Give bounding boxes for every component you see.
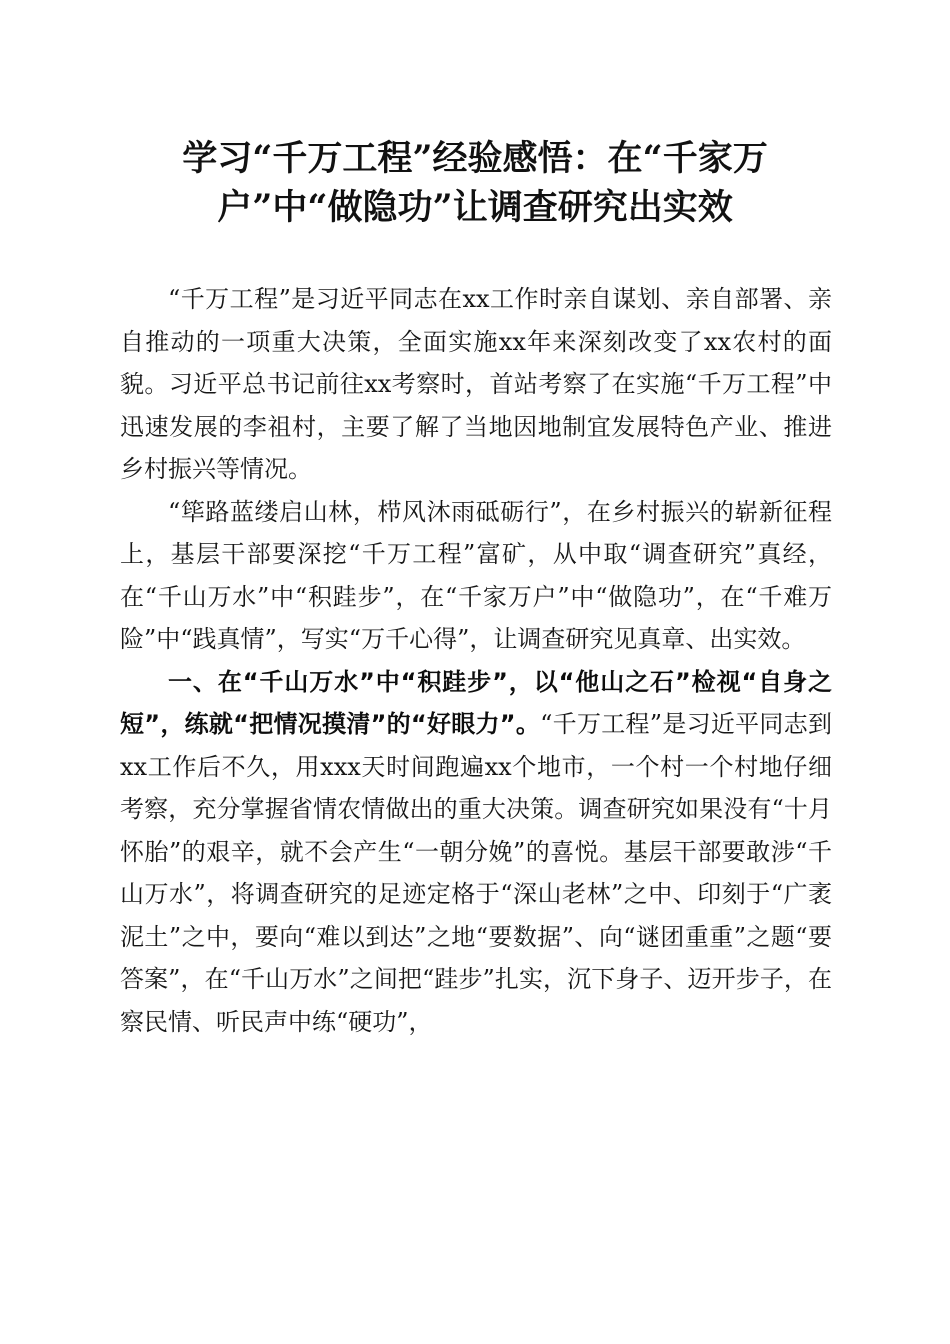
section-one-heading: 一、在“千山万水”中“积跬步”，以“他山之石”检视“自身之短”，练就“把情况摸清”的“好眼力”。 (120, 667, 832, 738)
intro-paragraph (120, 278, 832, 491)
theme-paragraph-text: “筚路蓝缕启山林，栉风沐雨砥砺行”，在乡村振兴的崭新征程上，基层干部要深挖“千万工程”富矿，从中取“调查研究”真经，在“千山万水”中“积跬步”，在“千家万户”中“做隐功”，在“千难万险”中“践真情”，写实“万千心得”，让调查研究见真章、出实效。 (120, 497, 832, 653)
section-one-paragraph (120, 661, 832, 1044)
title-line-1: 学习“千万工程”经验感悟：在“千家万 (182, 138, 768, 179)
document-title (120, 134, 830, 232)
theme-paragraph (120, 491, 832, 661)
section-one-text: “千万工程”是习近平同志到xx工作后不久，用xxx天时间跑遍xx个地市，一个村一个村地仔细考察，充分掌握省情农情做出的重大决策。调查研究如果没有“十月怀胎”的艰辛，就不会产生“一朝分娩”的喜悦。基层干部要敢涉“千山万水”，将调查研究的足迹定格于“深山老林”之中、印刻于“广袤泥土”之中，要向“难以到达”之地“要数据”、向“谜团重重”之题“要答案”，在“千山万水”之间把“跬步”扎实，沉下身子、迈开步子，在察民情、听民声中练“硬功”， (120, 710, 832, 1036)
intro-paragraph-text: “千万工程”是习近平同志在xx工作时亲自谋划、亲自部署、亲自推动的一项重大决策，全面实施xx年来深刻改变了xx农村的面貌。习近平总书记前往xx考察时，首站考察了在实施“千万工程”中迅速发展的李祖村，主要了解了当地因地制宜发展特色产业、推进乡村振兴等情况。 (120, 285, 832, 483)
title-line-2: 户”中“做隐功”让调查研究出实效 (217, 187, 733, 228)
document-body (120, 278, 832, 1043)
